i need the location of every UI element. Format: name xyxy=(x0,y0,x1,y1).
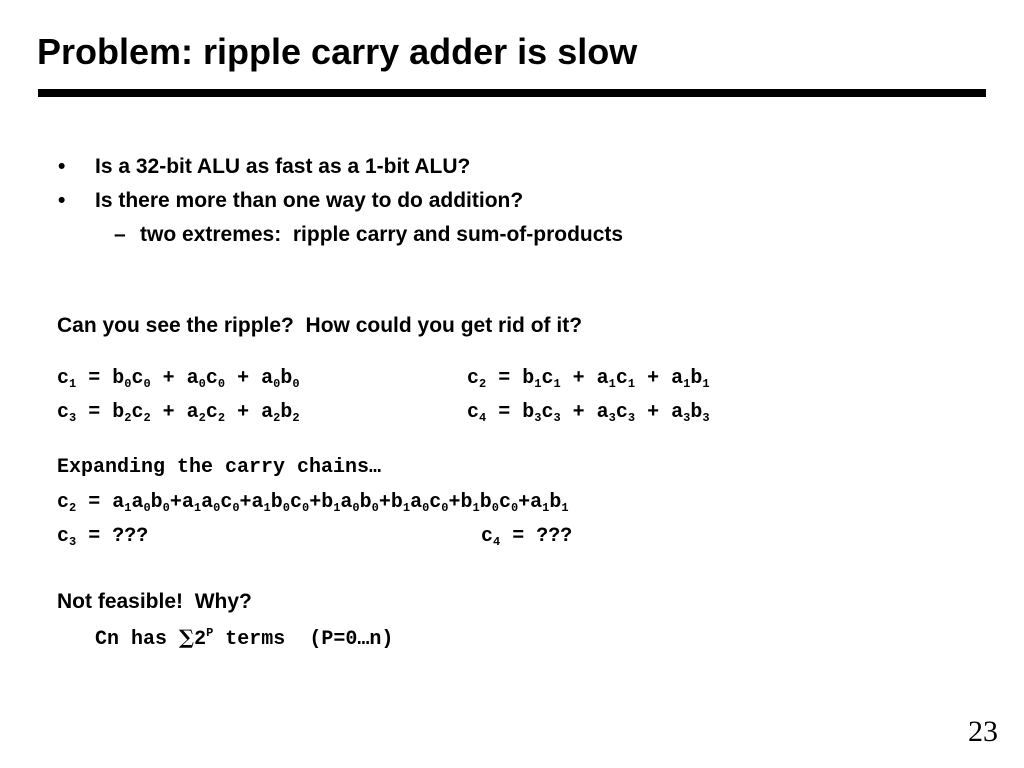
expanded-c2-equation: $c_2 = a_1a_0b_0+a_1a_0c_0+a_1b_0c_0+b_1a_0b_0+b_1a_0c_0+b_1b_0c_0+a_1b_1$ xyxy=(57,491,569,515)
equation-c4: $c_4 = b_3c_3 + a_3c_3 + a_3b_3$ xyxy=(467,401,710,425)
bullet-marker: • xyxy=(58,189,66,212)
terms-count-line: Cn has $\sum 2^P$ terms (P=0…n) xyxy=(95,625,394,651)
bullet-item-2: Is there more than one way to do addition? xyxy=(95,189,524,212)
bullet-item-1: Is a 32-bit ALU as fast as a 1-bit ALU? xyxy=(95,155,471,178)
bullet-marker: • xyxy=(58,155,66,178)
equation-c2: $c_2 = b_1c_1 + a_1c_1 + a_1b_1$ xyxy=(467,367,710,391)
not-feasible-text: Not feasible! Why? xyxy=(57,590,252,613)
equation-c1: $c_1 = b_0c_0 + a_0c_0 + a_0b_0$ xyxy=(57,367,300,391)
ripple-question: Can you see the ripple? How could you get rid of it? xyxy=(57,314,583,337)
sub-bullet-item: two extremes: ripple carry and sum-of-products xyxy=(140,223,624,246)
slide-title: Problem: ripple carry adder is slow xyxy=(37,31,638,72)
equation-c3: $c_3 = b_2c_2 + a_2c_2 + a_2b_2$ xyxy=(57,401,300,425)
sub-bullet-marker: – xyxy=(114,223,126,246)
title-divider xyxy=(38,89,986,97)
expanding-label: Expanding the carry chains… xyxy=(57,456,382,479)
c4-unknown: $c_4$ = ??? xyxy=(481,525,573,549)
page-number: 23 xyxy=(968,715,998,748)
c3-unknown: $c_3$ = ??? xyxy=(57,525,149,549)
